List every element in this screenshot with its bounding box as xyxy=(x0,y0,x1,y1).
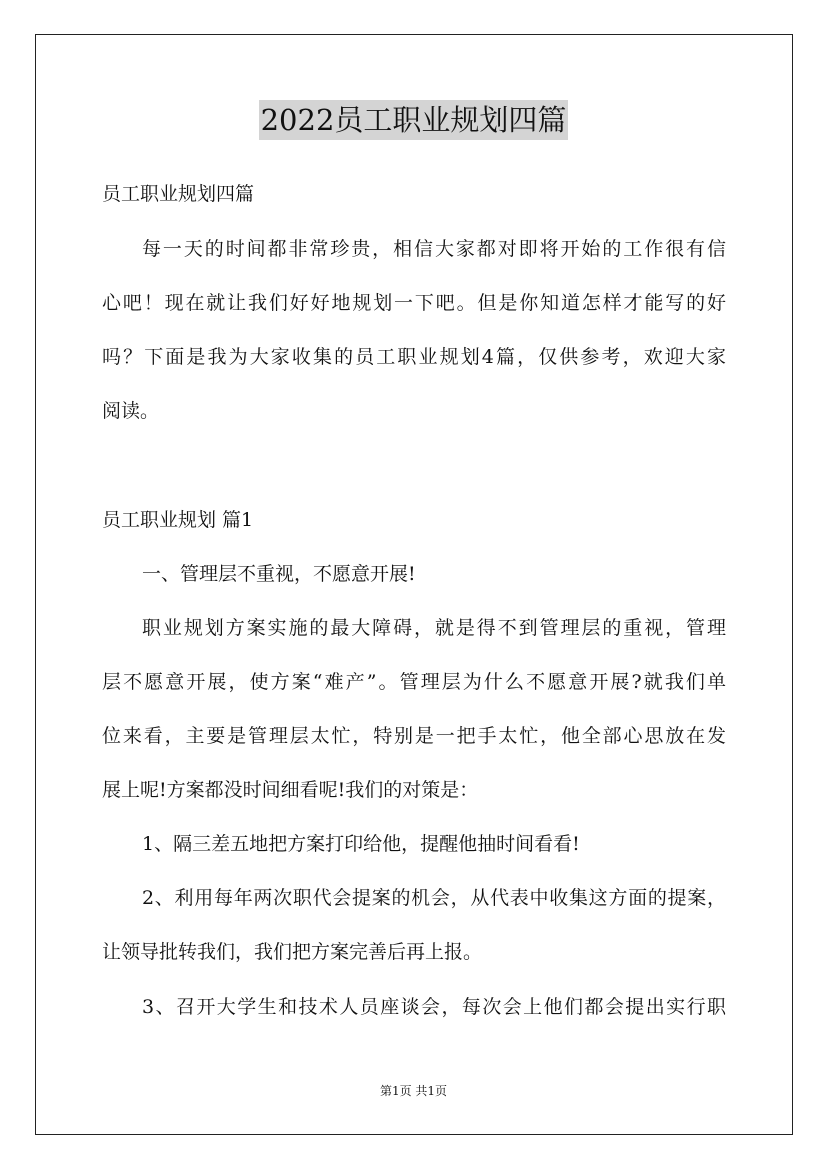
page-footer: 第1页 共1页 xyxy=(379,1084,448,1098)
paragraph-line: 让领导批转我们，我们把方案完善后再上报。 xyxy=(102,941,483,963)
paragraph-line: 2、利用每年两次职代会提案的机会，从代表中收集这方面的提案， xyxy=(142,887,726,909)
paragraph-line: 层不愿意开展，使方案“难产”。管理层为什么不愿意开展?就我们单 xyxy=(102,671,726,693)
title-container xyxy=(0,100,827,140)
section-heading: 员工职业规划 篇1 xyxy=(102,509,254,531)
paragraph-line: 展上呢!方案都没时间细看呢!我们的对策是： xyxy=(102,779,479,801)
paragraph-line: 3、召开大学生和技术人员座谈会，每次会上他们都会提出实行职 xyxy=(142,996,726,1018)
paragraph-line: 1、隔三差五地把方案打印给他，提醒他抽时间看看! xyxy=(142,833,580,855)
document-title: 2022员工职业规划四篇 xyxy=(259,100,569,140)
paragraph-line: 一、管理层不重视，不愿意开展! xyxy=(142,563,416,585)
paragraph-line: 每一天的时间都非常珍贵，相信大家都对即将开始的工作很有信 xyxy=(142,238,726,260)
section-heading: 员工职业规划四篇 xyxy=(102,183,255,205)
paragraph-line: 职业规划方案实施的最大障碍，就是得不到管理层的重视，管理 xyxy=(142,617,726,639)
paragraph-line: 心吧！现在就让我们好好地规划一下吧。但是你知道怎样才能写的好 xyxy=(102,292,726,314)
paragraph-line: 吗？下面是我为大家收集的员工职业规划4篇，仅供参考，欢迎大家 xyxy=(102,346,726,368)
paragraph-line: 阅读。 xyxy=(102,400,160,422)
paragraph-line: 位来看，主要是管理层太忙，特别是一把手太忙，他全部心思放在发 xyxy=(102,725,726,747)
